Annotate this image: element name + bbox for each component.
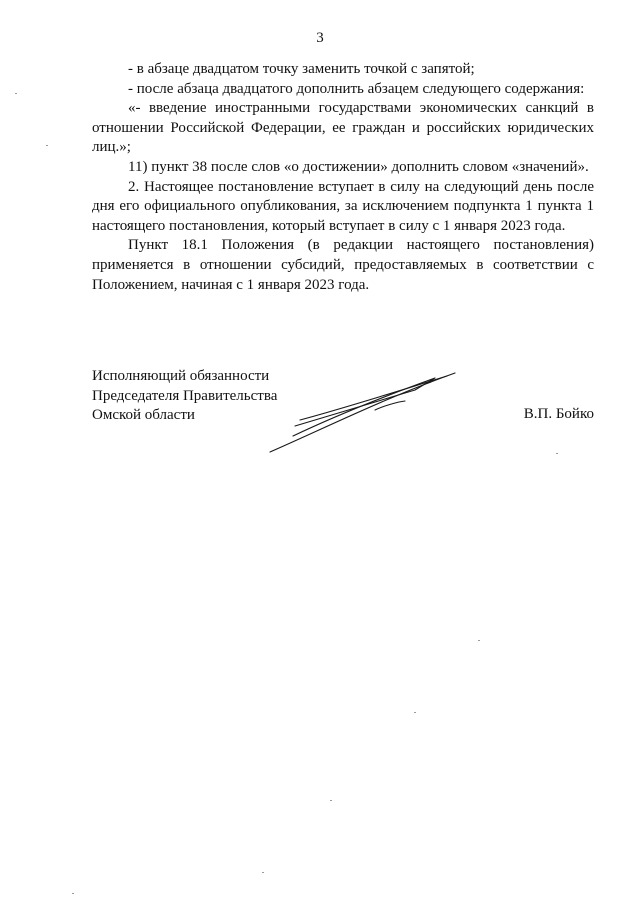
- signatory-title-line: Омской области: [92, 407, 195, 424]
- scan-speck: [330, 800, 332, 801]
- paragraph-entry-into-force: 2. Настоящее постановление вступает в силу на следующий день после дня его официального опубликования, за исключением подпункта 1 пункта 1 настоящего постановления, который вступает в силу с 1 января 2023 года.: [92, 178, 594, 234]
- paragraph-item-18-1: Пункт 18.1 Положения (в редакции настоящего постановления) применяется в отношении субсидий, предоставляемых в соответствии с Положением, начиная с 1 января 2023 года.: [92, 237, 594, 293]
- scan-speck: [414, 712, 416, 713]
- page-number: 3: [316, 30, 324, 46]
- paragraph-item-11: 11) пункт 38 после слов «о достижении» дополнить словом «значений».: [128, 158, 589, 175]
- scan-speck: [15, 93, 17, 94]
- signatory-name: В.П. Бойко: [523, 406, 594, 422]
- paragraph-sanctions-quote: «- введение иностранными государствами экономических санкций в отношении Российской Федерации, ее граждан и российских юридических лиц.»;: [92, 100, 594, 156]
- paragraph-add-abzats: - после абзаца двадцатого дополнить абзацем следующего содержания:: [128, 80, 585, 97]
- signatory-title: [92, 367, 277, 426]
- signatory-title-line: Председателя Правительства: [92, 387, 278, 404]
- signatory-title-line: Исполняющий обязанности: [92, 368, 270, 384]
- scan-speck: [556, 453, 558, 454]
- scan-speck: [72, 893, 74, 894]
- paragraph-replace-period: - в абзаце двадцатом точку заменить точкой с запятой;: [128, 61, 475, 77]
- scan-speck: [262, 872, 264, 873]
- scan-speck: [46, 145, 48, 146]
- scan-speck: [478, 640, 480, 641]
- document-body: [92, 60, 594, 295]
- handwritten-signature: [265, 368, 465, 458]
